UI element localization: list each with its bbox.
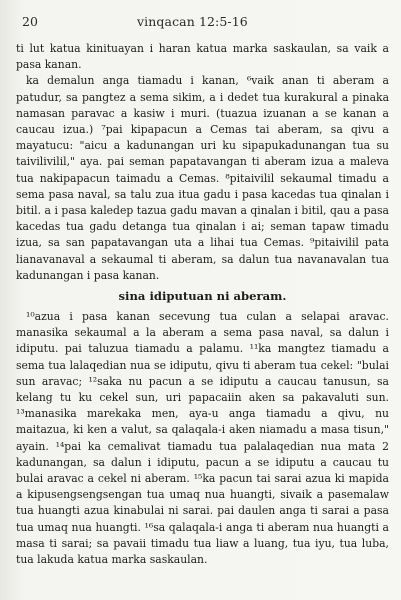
page-number: 20 xyxy=(22,14,38,29)
paragraph: ti lut katua kinituayan i haran katua marka saskaulan, sa vaik a pasa kanan. xyxy=(16,42,389,72)
page-header xyxy=(16,14,389,32)
paragraph: ka demalun anga tiamadu i kanan, ⁶vaik anan ti aberam a patudur, sa pangtez a sema sikim, a i dedet tua kurakural a pinaka namasan paravac a kasiw i muri. (tuazua izuanan a se kanan a caucau izua.) ⁷pai kipapacun a Cemas tai aberam, sa qivu a mayatucu: "aicu a kadunangan uri ku sipapukadunangan tua su taivilivilil," aya. pai seman papatavangan ti aberam izua a maleva tua nakipapacun taimadu a Cemas. ⁸pitaivilil sekaumal timadu a sema pasa naval, sa talu zua itua gadu i pasa kacedas tua qinalan i bitil. a i pasa kaledep tazua gadu mavan a qinalan i bitil, qau a pasa kacedas tua gadu detanga tua qinalan i ai; seman tapaw timadu izua, sa san papatavangan uta a lihai tua Cemas. ⁹pitaivilil pata lianavanaval a sekaumal ti aberam, sa dalun tua navanavalan tua kadunangan i pasa kanan. xyxy=(16,74,389,282)
body-text xyxy=(16,41,389,568)
section-heading: sina idiputuan ni aberam. xyxy=(118,289,287,304)
paragraph: ¹⁰azua i pasa kanan secevung tua culan a selapai aravac. manasika sekaumal a la aberam a sema pasa naval, sa dalun i idiputu. pai taluzua tiamadu a palamu. ¹¹ka mangtez tiamadu a sema tua lalaqedian nua se idiputu, qivu ti aberam tua cekel: "bulai sun aravac; ¹²saka nu pacun a se idiputu a caucau tanusun, sa kelang tu ku cekel sun, uri papacaiin aken sa pakavaluti sun. ¹³manasika marekaka men, aya-u anga tiamadu a qivu, nu maitazua, ki ken a valut, sa qalaqala-i aken niamadu a masa tisun," ayain. ¹⁴pai ka cemalivat tiamadu tua palalaqedian nua mata 2 kadunangan, sa dalun i idiputu, pacun a se idiputu a caucau tu bulai aravac a cekel ni aberam. ¹⁵ka pacun tai sarai azua ki mapida a kipusengsengsengan tua umaq nua huangti, sivaik a pasemalaw tua huangti azua kinabulai ni sarai. pai daulen anga ti sarai a pasa tua umaq nua huangti. ¹⁶sa qalaqala-i anga ti aberam nua huangti a masa ti sarai; sa pavaii timadu tua liaw a luang, tua iyu, tua luba, tua lakuda katua marka saskaulan. xyxy=(16,310,389,567)
running-head: vinqacan 12:5-16 xyxy=(137,14,248,29)
